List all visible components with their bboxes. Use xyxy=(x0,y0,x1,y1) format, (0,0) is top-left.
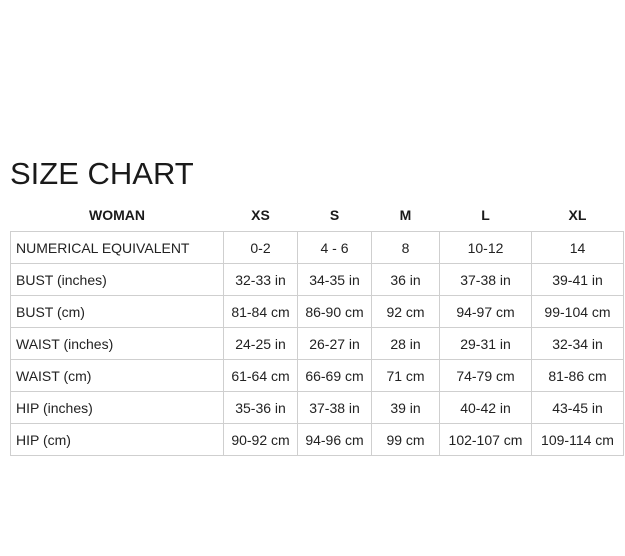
table-cell: 37-38 in xyxy=(440,264,532,296)
table-cell: 37-38 in xyxy=(298,392,372,424)
table-cell: 61-64 cm xyxy=(224,360,298,392)
table-cell: 24-25 in xyxy=(224,328,298,360)
table-cell: 92 cm xyxy=(372,296,440,328)
table-row xyxy=(11,392,624,424)
table-row xyxy=(11,328,624,360)
table-cell: 94-97 cm xyxy=(440,296,532,328)
table-cell: 29-31 in xyxy=(440,328,532,360)
table-cell: 32-34 in xyxy=(532,328,624,360)
table-cell: 26-27 in xyxy=(298,328,372,360)
table-cell: 28 in xyxy=(372,328,440,360)
header-size-m: M xyxy=(399,207,412,223)
table-row xyxy=(11,264,624,296)
row-label: BUST (inches) xyxy=(11,264,224,296)
page-title: SIZE CHART xyxy=(10,156,194,191)
table-row xyxy=(11,296,624,328)
row-label: BUST (cm) xyxy=(11,296,224,328)
row-label: NUMERICAL EQUIVALENT xyxy=(11,232,224,264)
table-cell: 81-84 cm xyxy=(224,296,298,328)
table-cell: 35-36 in xyxy=(224,392,298,424)
header-size-l: L xyxy=(481,207,490,223)
table-cell: 40-42 in xyxy=(440,392,532,424)
table-cell: 32-33 in xyxy=(224,264,298,296)
table-cell: 0-2 xyxy=(224,232,298,264)
table-cell: 109-114 cm xyxy=(532,424,624,456)
table-row xyxy=(11,424,624,456)
table-cell: 8 xyxy=(372,232,440,264)
table-cell: 10-12 xyxy=(440,232,532,264)
table-cell: 34-35 in xyxy=(298,264,372,296)
row-label: WAIST (cm) xyxy=(11,360,224,392)
table-cell: 99-104 cm xyxy=(532,296,624,328)
size-chart-table xyxy=(10,199,624,456)
table-cell: 90-92 cm xyxy=(224,424,298,456)
header-size-s: S xyxy=(329,207,340,223)
table-cell: 102-107 cm xyxy=(440,424,532,456)
header-size-xs: XS xyxy=(251,207,270,223)
table-cell: 71 cm xyxy=(372,360,440,392)
table-cell: 39 in xyxy=(372,392,440,424)
table-header-row xyxy=(11,199,624,232)
table-row xyxy=(11,360,624,392)
row-label: HIP (inches) xyxy=(11,392,224,424)
table-cell: 39-41 in xyxy=(532,264,624,296)
table-cell: 99 cm xyxy=(372,424,440,456)
table-row xyxy=(11,232,624,264)
table-cell: 81-86 cm xyxy=(532,360,624,392)
table-cell: 86-90 cm xyxy=(298,296,372,328)
table-cell: 14 xyxy=(532,232,624,264)
table-cell: 36 in xyxy=(372,264,440,296)
table-cell: 4 - 6 xyxy=(298,232,372,264)
row-label: HIP (cm) xyxy=(11,424,224,456)
table-cell: 94-96 cm xyxy=(298,424,372,456)
table-cell: 66-69 cm xyxy=(298,360,372,392)
header-woman: WOMAN xyxy=(89,207,145,223)
header-size-xl: XL xyxy=(568,207,587,223)
table-cell: 74-79 cm xyxy=(440,360,532,392)
table-cell: 43-45 in xyxy=(532,392,624,424)
row-label: WAIST (inches) xyxy=(11,328,224,360)
